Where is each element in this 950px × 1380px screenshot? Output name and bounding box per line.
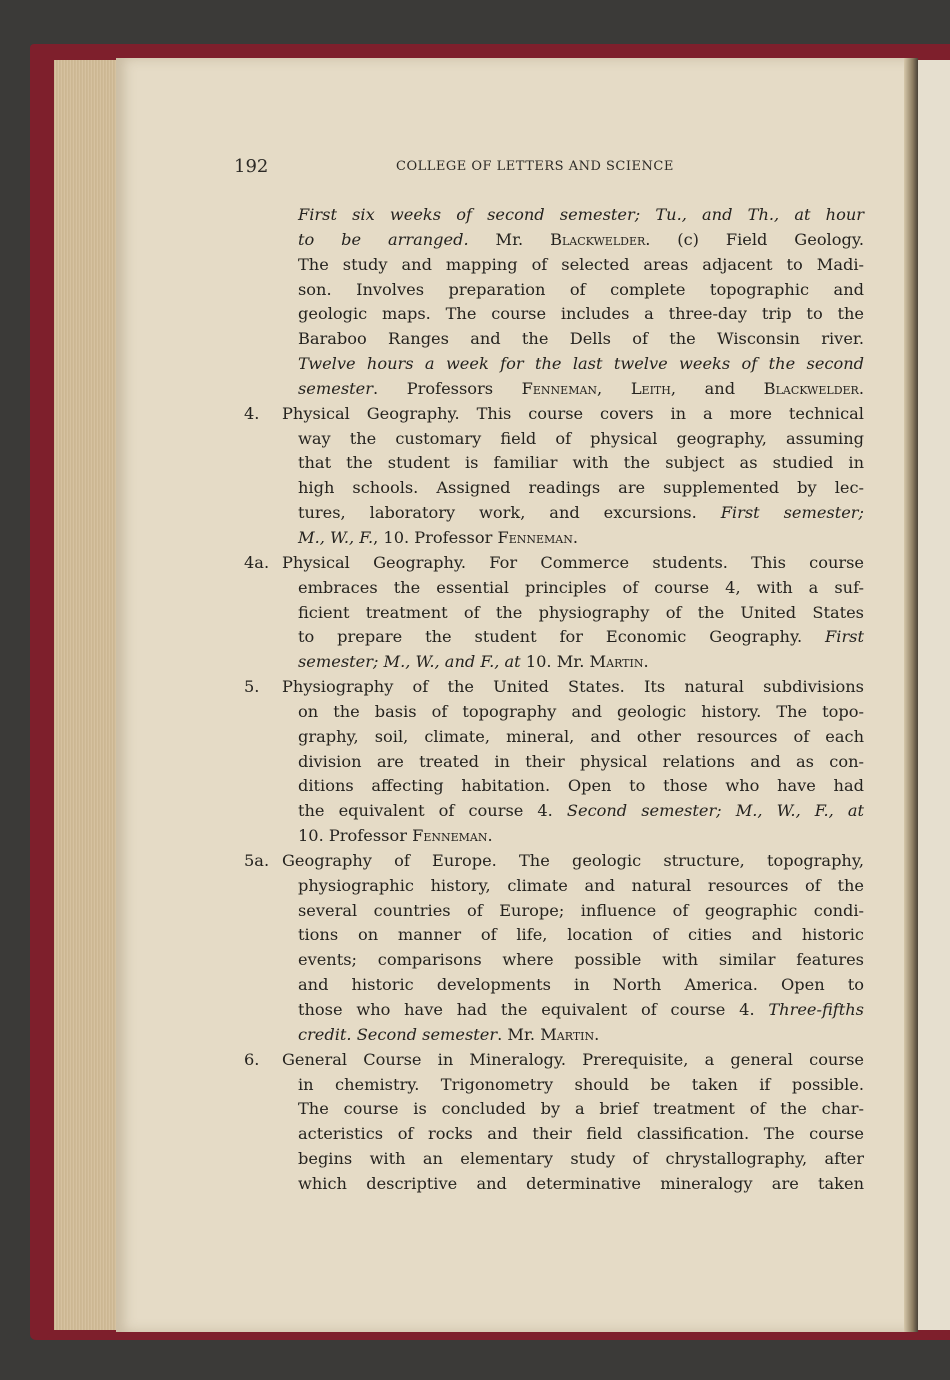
text-line: begins with an elementary study of chrystallography, after [298,1149,864,1169]
text-line: embraces the essential principles of course 4, with a suf- [298,577,864,597]
text-line: way the customary field of physical geography, assuming [298,428,864,448]
text-line: 10. Professor Fenneman. [298,826,493,846]
page-gutter [904,58,918,1332]
course-entry-first-line: 5a. Geography of Europe. The geologic structure, topography, [244,849,864,874]
text-line: and historic developments in North America. Open to [298,975,864,995]
course-number: 5. [244,677,260,697]
course-number: 6. [244,1049,260,1069]
text-line: events; comparisons where possible with similar features [298,950,864,970]
text-line: geologic maps. The course includes a three-day trip to the [298,304,864,324]
text-line: to prepare the student for Economic Geography. First [298,627,864,647]
course-number: 4. [244,403,260,423]
text-line: in chemistry. Trigonometry should be taken if possible. [298,1074,864,1094]
course-entry-first-line: 5. Physiography of the United States. Its natural subdivisions [244,675,864,700]
instructor-name: Fenneman [412,826,488,846]
text-line: Baraboo Ranges and the Dells of the Wisconsin river. [298,329,864,349]
text-line: division are treated in their physical relations and as con- [298,751,864,771]
text-line: tions on manner of life, location of cities and historic [298,925,864,945]
text-line: the equivalent of course 4. Second semester; M., W., F., at [298,801,865,821]
text-line: semester. Professors Fenneman, Leith, and Blackwelder. [298,378,864,398]
instructor-name: Martin [540,1024,595,1044]
page-number: 192 [234,156,269,177]
text-line: which descriptive and determinative mineralogy are taken [298,1173,864,1193]
text-line: The study and mapping of selected areas adjacent to Madi- [298,254,864,274]
text-line: son. Involves preparation of complete topographic and [298,279,864,299]
page-header [234,156,864,182]
text-line: several countries of Europe; influence of geographic condi- [298,900,864,920]
instructor-name: Blackwelder [763,378,859,398]
text-line: graphy, soil, climate, mineral, and other resources of each [298,726,864,746]
text-line: those who have had the equivalent of course 4. Three-fifths [298,1000,864,1019]
text-line: Twelve hours a week for the last twelve weeks of the second [298,354,864,374]
text-line: First six weeks of second semester; Tu., and Th., at hour [298,205,864,224]
text-line: ficient treatment of the physiography of the United States [298,602,864,622]
course-number: 4a. [244,552,270,572]
text-line: physiographic history, climate and natural resources of the [298,875,864,895]
text-line: to be arranged. Mr. Blackwelder. (c) Field Geology. [298,229,864,249]
instructor-name: Fenneman [521,378,598,398]
instructor-name: Leith [630,378,671,398]
text-line: on the basis of topography and geologic history. The topo- [298,701,864,721]
running-head: COLLEGE OF LETTERS AND SCIENCE [396,159,674,174]
adjacent-page-edge [918,60,950,1330]
text-line: tures, laboratory work, and excursions. First semester; [298,503,864,523]
instructor-name: Martin [589,652,644,672]
text-line: acteristics of rocks and their field classification. The course [298,1124,864,1144]
course-number: 5a. [244,850,270,870]
course-entry-first-line: 4. Physical Geography. This course covers in a more technical [244,402,864,427]
text-line: The course is concluded by a brief treatment of the char- [298,1099,864,1119]
text-line: that the student is familiar with the subject as studied in [298,453,864,473]
instructor-name: Blackwelder [550,229,646,249]
text-line: semester; M., W., and F., at 10. Mr. Martin. [298,652,649,672]
page-edges [54,60,124,1330]
text-line: credit. Second semester. Mr. Martin. [298,1024,600,1044]
course-entry-first-line: 4a. Physical Geography. For Commerce students. This course [244,551,864,576]
page-body [244,203,864,1197]
text-line: high schools. Assigned readings are supplemented by lec- [298,478,864,498]
course-entry-first-line: 6. General Course in Mineralogy. Prerequisite, a general course [244,1048,864,1073]
text-line: ditions affecting habitation. Open to those who have had [298,776,864,796]
text-line: M., W., F., 10. Professor Fenneman. [298,527,579,547]
instructor-name: Fenneman [497,527,573,547]
